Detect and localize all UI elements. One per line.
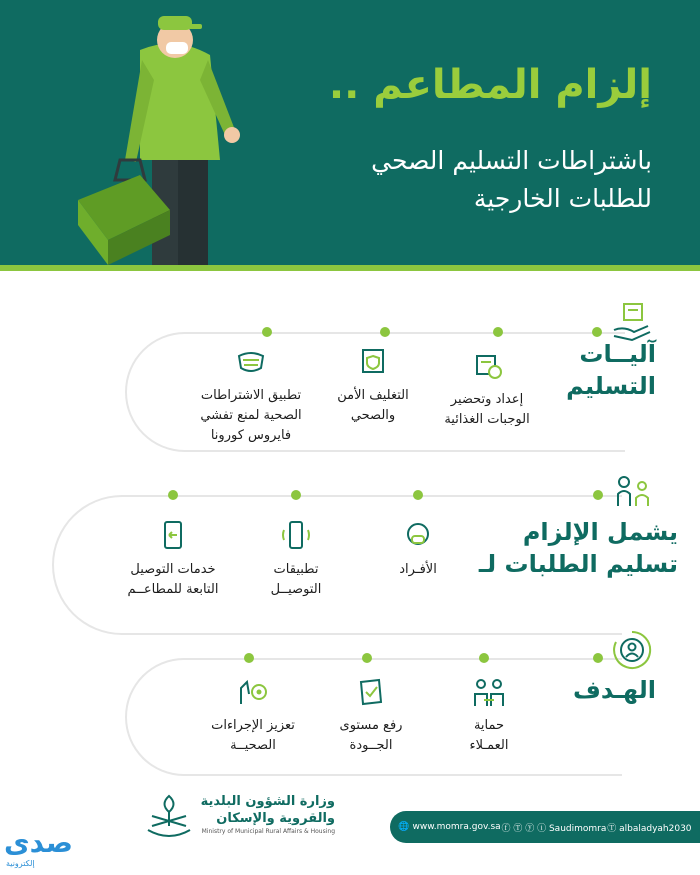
item-line: تطبيقات: [273, 562, 319, 577]
watermark-subtitle: إلكترونية: [6, 859, 35, 868]
item-line: العمـلاء: [469, 738, 509, 754]
delivery-service-icon: [155, 518, 191, 554]
item-line: الأفـراد: [399, 562, 437, 577]
hero-divider: [0, 265, 700, 271]
timeline-dot: [362, 653, 372, 663]
timeline-dot: [593, 653, 603, 663]
item-line: تعزيز الإجراءات: [211, 718, 295, 733]
timeline-dot: [380, 327, 390, 337]
timeline-dot: [593, 490, 603, 500]
section-delivery: [0, 300, 700, 460]
ministry-name: [135, 794, 335, 836]
section-goal: [0, 628, 700, 788]
timeline-dot: [244, 653, 254, 663]
timeline-dot: [291, 490, 301, 500]
item-line: الصحيــة: [230, 738, 276, 754]
watermark-logo: صدى: [4, 826, 73, 859]
food-prep-icon: [469, 348, 505, 384]
timeline-dot: [493, 327, 503, 337]
item-line: حماية: [473, 718, 505, 733]
list-item: [98, 518, 248, 600]
timeline-dot: [592, 327, 602, 337]
item-line: إعداد وتحضير: [450, 392, 524, 407]
customer-protection-icon: [471, 674, 507, 710]
item-line: التوصيــل: [270, 582, 322, 598]
timeline-dot: [262, 327, 272, 337]
item-line: خدمات التوصيل: [130, 562, 216, 577]
target-person-icon: [610, 628, 654, 672]
section-title-line-1: آليــات: [579, 340, 656, 368]
handle-link[interactable]: Ⓣ albaladyah2030: [607, 823, 692, 834]
item-line: تطبيق الاشتراطات: [200, 388, 302, 403]
quality-scroll-icon: [353, 674, 389, 710]
section-title: [566, 338, 656, 403]
item-line: رفع مستوى: [339, 718, 403, 733]
section-title-line-2: التسليم: [566, 372, 656, 401]
timeline-dot: [479, 653, 489, 663]
item-line: التابعة للمطاعــم: [127, 582, 219, 598]
ministry-name-en: Ministry of Municipal Rural Affairs & Housing: [201, 827, 335, 835]
timeline-dot: [413, 490, 423, 500]
item-line: والصحي: [350, 408, 396, 424]
item-line: الصحية لمنع تفشي: [200, 408, 302, 424]
section-title: [479, 516, 678, 581]
footer-contact-bar: [390, 811, 700, 843]
ministry-line-2: والقروية والإسكان: [216, 810, 335, 826]
page-title: إلزام المطاعم ..: [328, 62, 652, 108]
face-mask-icon: [233, 344, 269, 380]
section-title: [573, 674, 656, 706]
subtitle-line-1: باشتراطات التسليم الصحي: [371, 146, 652, 175]
handle-text: albaladyah2030: [619, 823, 692, 834]
section-title-line-1: الهـدف: [572, 676, 656, 704]
timeline-dot: [168, 490, 178, 500]
item-line: الجــودة: [349, 738, 393, 754]
item-line: فايروس كورونا: [210, 428, 292, 444]
social-text: Saudimomra: [548, 823, 607, 834]
list-item: [178, 674, 328, 756]
delivery-person-illustration: [70, 10, 280, 265]
people-group-icon: [610, 470, 654, 514]
item-line: التغليف الأمن: [337, 388, 409, 403]
phone-app-icon: [278, 518, 314, 554]
website-link[interactable]: 🌐 www.momra.gov.sa: [398, 822, 501, 832]
section-title-line-2: تسليم الطلبات لـ: [478, 550, 678, 579]
section-scope: [0, 468, 700, 643]
social-link[interactable]: ⓕ Ⓣ ⓨ ⓘ Saudimomra: [501, 823, 607, 834]
list-item: [176, 344, 326, 446]
package-shield-icon: [355, 344, 391, 380]
page-subtitle: [272, 142, 652, 217]
item-line: الوجبات الغذائية: [444, 412, 530, 428]
section-title-line-1: يشمل الإلزام: [522, 518, 678, 546]
subtitle-line-2: للطلبات الخارجية: [473, 183, 652, 213]
hand-gear-icon: [235, 674, 271, 710]
ministry-line-1: وزارة الشؤون البلدية: [200, 794, 335, 809]
website-text: www.momra.gov.sa: [412, 822, 501, 832]
hero-banner: [0, 0, 700, 265]
person-mask-icon: [400, 518, 436, 554]
